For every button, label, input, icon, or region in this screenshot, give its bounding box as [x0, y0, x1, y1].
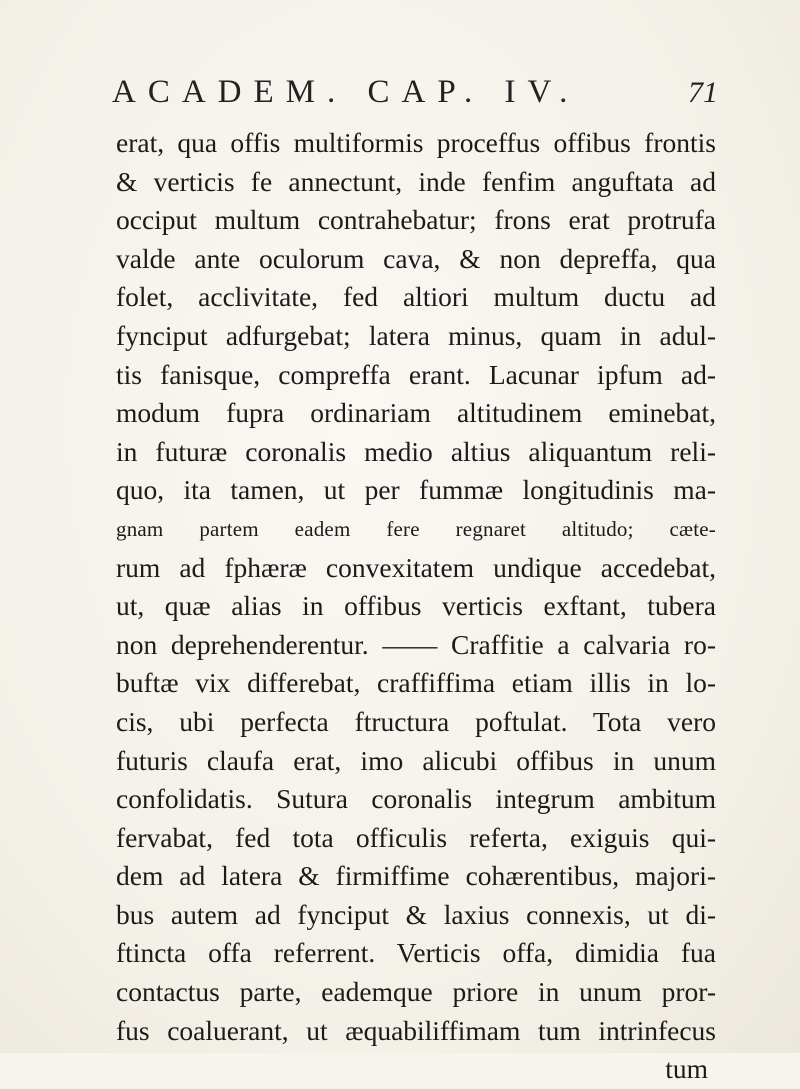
text-line: dem ad latera & firmiffime cohærentibus, majori-	[116, 860, 716, 892]
text-line: non deprehenderentur. —— Craffitie a calvaria ro-	[116, 628, 716, 660]
text-line: valde ante oculorum cava, & non depreffa, qua	[116, 242, 716, 274]
text-line: cis, ubi perfecta ftructura poftulat. Tota vero	[116, 705, 716, 737]
text-line: quo, ita tamen, ut per fummæ longitudinis ma-	[116, 474, 716, 506]
text-line: bus autem ad fynciput & laxius connexis, ut di-	[116, 898, 716, 930]
text-line: fus coaluerant, ut æquabiliffimam tum intrinfecus	[116, 1014, 716, 1046]
text-line: ftincta offa referrent. Verticis offa, dimidia fua	[116, 937, 716, 969]
text-line: modum fupra ordinariam altitudinem eminebat,	[116, 397, 716, 429]
text-line: tis fanisque, compreffa erant. Lacunar ipfum ad-	[116, 358, 716, 390]
text-line: confolidatis. Sutura coronalis integrum ambitum	[116, 783, 716, 815]
text-line: folet, acclivitate, fed altiori multum ductu ad	[116, 281, 716, 313]
text-line: occiput multum contrahebatur; frons erat protrufa	[116, 204, 716, 236]
text-line: fervabat, fed tota officulis referta, exiguis qui-	[116, 821, 716, 853]
text-line: futuris claufa erat, imo alicubi offibus in unum	[116, 744, 716, 776]
body-text	[116, 124, 716, 1089]
text-line: buftæ vix differebat, craffiffima etiam illis in lo-	[116, 667, 716, 699]
text-line: fynciput adfurgebat; latera minus, quam in adul-	[116, 319, 716, 351]
text-line: contactus parte, eademque priore in unum pror-	[116, 976, 716, 1008]
page-number: 71	[688, 76, 718, 109]
text-line: gnam partem eadem fere regnaret altitudo; cæte-	[116, 516, 716, 541]
running-head: ACADEM. CAP. IV.	[112, 74, 580, 110]
page-header	[0, 70, 800, 114]
text-line: & verticis fe annectunt, inde fenfim anguftata ad	[116, 165, 716, 197]
text-line: in futuræ coronalis medio altius aliquantum reli-	[116, 435, 716, 467]
catchword: tum	[665, 1053, 708, 1085]
text-line: ut, quæ alias in offibus verticis exftant, tubera	[116, 590, 716, 622]
text-line: erat, qua offis multiformis proceffus offibus frontis	[116, 127, 716, 158]
text-line: rum ad fphæræ convexitatem undique accedebat,	[116, 551, 716, 583]
